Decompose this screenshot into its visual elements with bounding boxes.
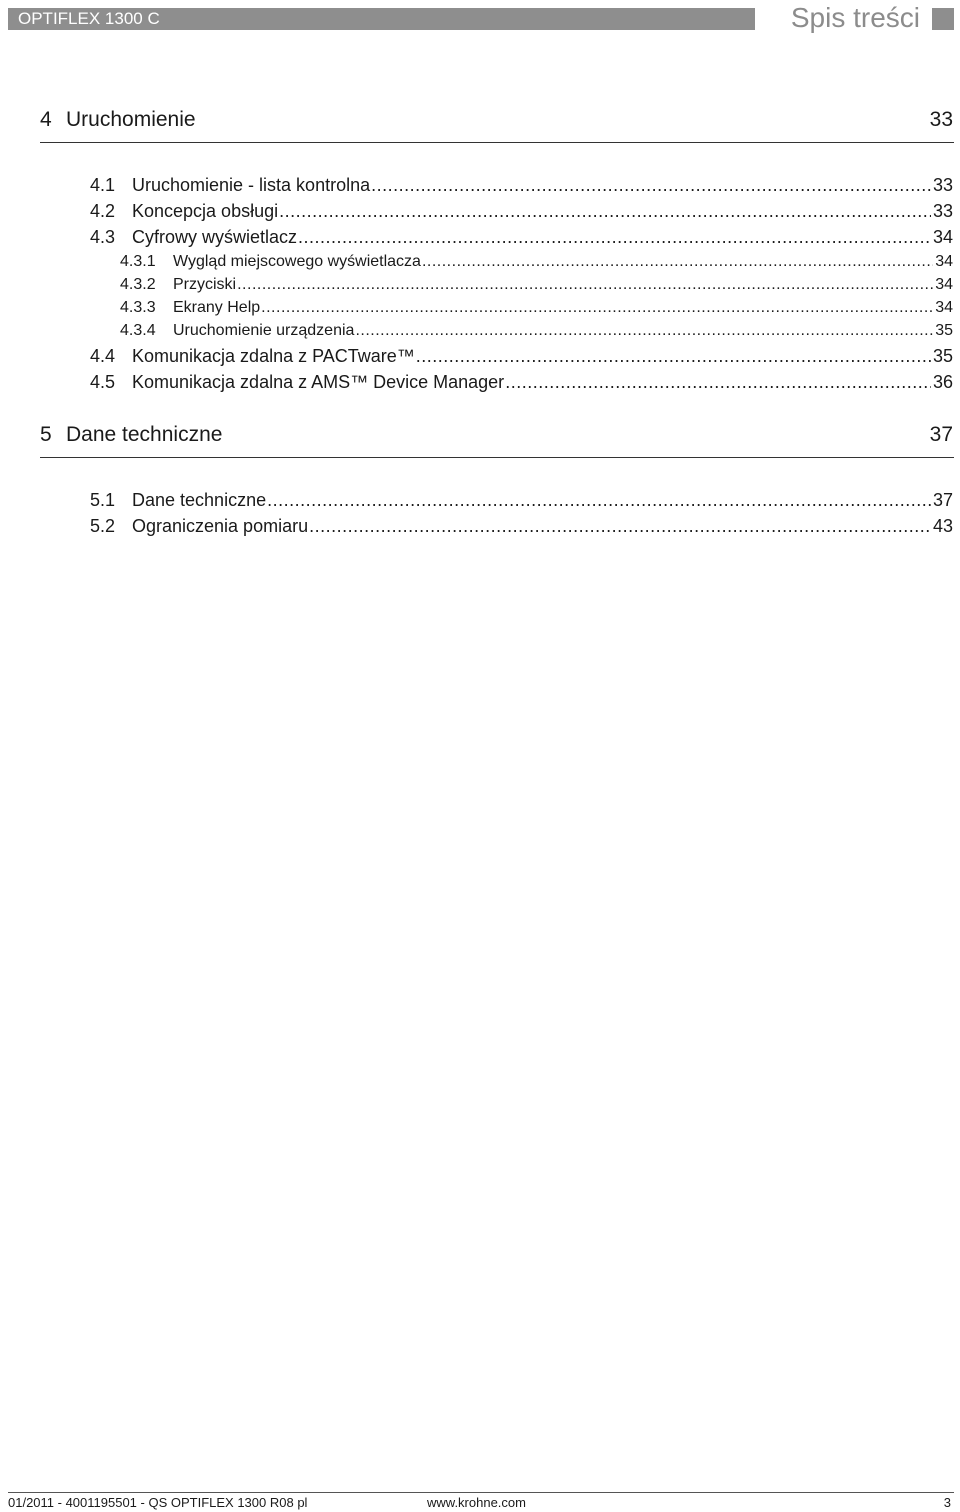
entry-title: Koncepcja obsługi xyxy=(132,201,279,221)
header-square-marker xyxy=(932,8,954,30)
entry-page: 43 xyxy=(932,516,953,536)
toc-entry-4-3[interactable] xyxy=(90,225,953,249)
entry-page: 34 xyxy=(935,276,953,293)
toc-chapter-5[interactable] xyxy=(40,420,954,450)
chapter-page: 37 xyxy=(929,423,953,446)
dot-leader xyxy=(279,199,931,223)
footer-doc-id: 01/2011 - 4001195501 - QS OPTIFLEX 1300 R08 pl xyxy=(8,1495,308,1510)
chapter-page: 33 xyxy=(929,108,953,131)
entry-number: 4.3 xyxy=(90,227,116,247)
entry-title: Ograniczenia pomiaru xyxy=(132,516,309,536)
chapter-number: 4 xyxy=(40,108,52,131)
entry-page: 35 xyxy=(935,322,953,339)
entry-page: 34 xyxy=(935,299,953,316)
toc-entry-5-1[interactable] xyxy=(90,488,953,512)
entry-title: Przyciski xyxy=(173,276,237,293)
entry-page: 34 xyxy=(935,253,953,270)
dot-leader xyxy=(371,173,931,197)
entry-title: Uruchomienie urządzenia xyxy=(173,322,355,339)
entry-page: 33 xyxy=(932,175,953,195)
entry-number: 5.1 xyxy=(90,490,116,510)
toc-entry-4-3-3[interactable] xyxy=(120,296,953,320)
dot-leader xyxy=(309,514,931,538)
entry-title: Dane techniczne xyxy=(132,490,267,510)
entry-number: 4.2 xyxy=(90,201,116,221)
entry-title: Komunikacja zdalna z AMS™ Device Manager xyxy=(132,372,505,392)
entry-page: 36 xyxy=(932,372,953,392)
dot-leader xyxy=(416,344,931,368)
dot-leader xyxy=(261,296,933,320)
footer-page-number: 3 xyxy=(943,1495,951,1510)
entry-title: Komunikacja zdalna z PACTware™ xyxy=(132,346,415,366)
toc-entry-4-3-1[interactable] xyxy=(120,250,953,274)
entry-title: Cyfrowy wyświetlacz xyxy=(132,227,298,247)
entry-number: 4.4 xyxy=(90,346,116,366)
entry-title: Uruchomienie - lista kontrolna xyxy=(132,175,371,195)
dot-leader xyxy=(422,250,933,274)
dot-leader xyxy=(505,370,931,394)
toc-entry-4-5[interactable] xyxy=(90,370,953,394)
footer-rule xyxy=(8,1492,954,1493)
entry-title: Ekrany Help xyxy=(173,299,261,316)
entry-page: 37 xyxy=(932,490,953,510)
toc-entry-4-3-2[interactable] xyxy=(120,273,953,297)
dot-leader xyxy=(355,319,933,343)
toc-entry-4-4[interactable] xyxy=(90,344,953,368)
chapter-rule xyxy=(40,142,954,143)
chapter-title: Dane techniczne xyxy=(66,423,223,446)
entry-page: 33 xyxy=(932,201,953,221)
chapter-number: 5 xyxy=(40,423,52,446)
header-section-title: Spis treści xyxy=(790,2,920,33)
dot-leader xyxy=(237,273,933,297)
chapter-rule xyxy=(40,457,954,458)
entry-number: 4.1 xyxy=(90,175,116,195)
dot-leader xyxy=(267,488,931,512)
entry-number: 4.3.4 xyxy=(120,322,156,339)
entry-title: Wygląd miejscowego wyświetlacza xyxy=(173,253,421,270)
toc-entry-4-1[interactable] xyxy=(90,173,953,197)
toc-chapter-4[interactable] xyxy=(40,105,954,135)
entry-number: 4.3.3 xyxy=(120,299,156,316)
dot-leader xyxy=(298,225,931,249)
toc-entry-4-2[interactable] xyxy=(90,199,953,223)
entry-page: 35 xyxy=(932,346,953,366)
entry-number: 5.2 xyxy=(90,516,116,536)
toc-entry-5-2[interactable] xyxy=(90,514,953,538)
toc-entry-4-3-4[interactable] xyxy=(120,319,953,343)
footer-website: www.krohne.com xyxy=(427,1495,526,1510)
header-product-name: OPTIFLEX 1300 C xyxy=(18,9,160,28)
entry-number: 4.5 xyxy=(90,372,116,392)
chapter-title: Uruchomienie xyxy=(66,108,196,131)
entry-number: 4.3.2 xyxy=(120,276,156,293)
entry-number: 4.3.1 xyxy=(120,253,156,270)
entry-page: 34 xyxy=(932,227,953,247)
